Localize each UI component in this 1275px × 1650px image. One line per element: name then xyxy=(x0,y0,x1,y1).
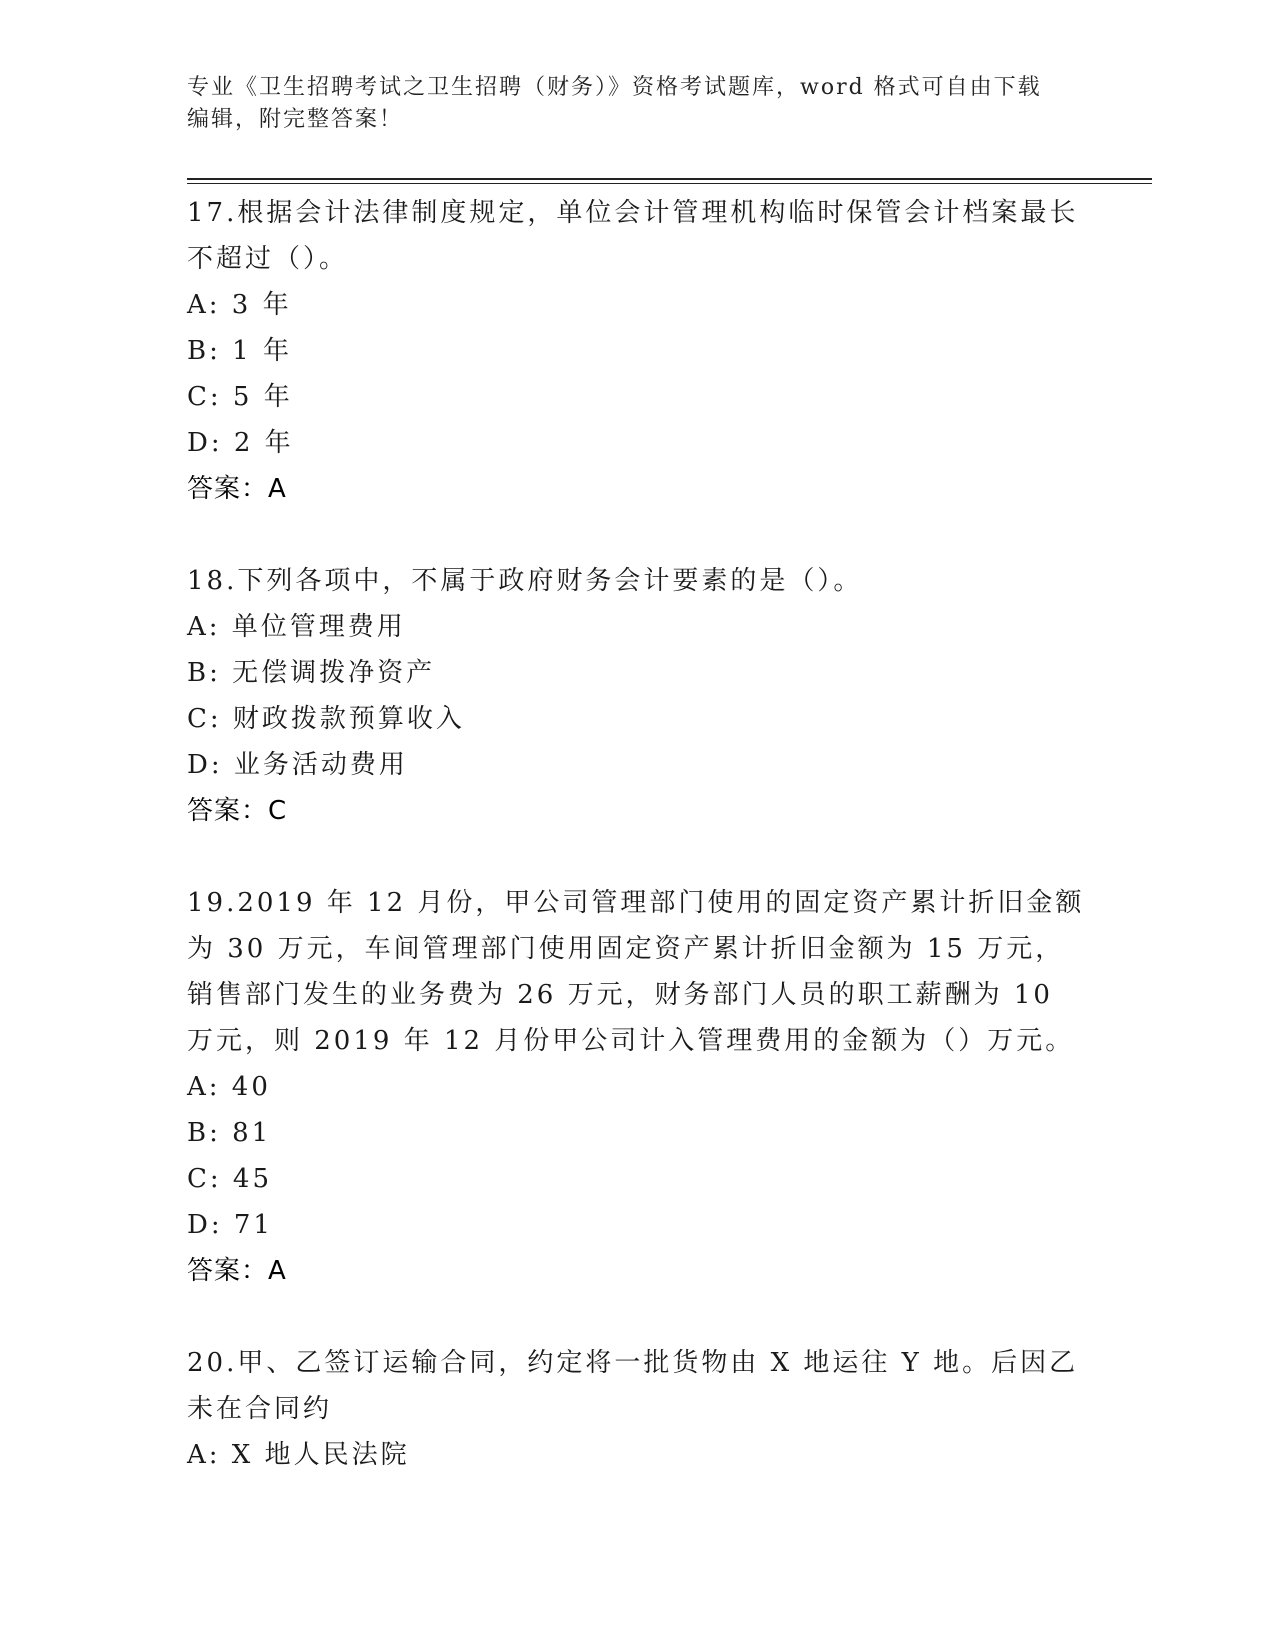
question-stem: 17.根据会计法律制度规定，单位会计管理机构临时保管会计档案最长不超过（）。 xyxy=(187,198,1079,274)
option-b: B: 无偿调拨净资产 xyxy=(187,658,436,688)
question-stem: 19.2019 年 12 月份，甲公司管理部门使用的固定资产累计折旧金额为 30 万元，车间管理部门使用固定资产累计折旧金额为 15 万元，销售部门发生的业务费为 26 万元，财务部门人员的职工薪酬为 10 万元，则 2019 年 12 月份甲公司计入管理费用的金额为（）万元。 xyxy=(187,888,1085,1056)
option-a: A: X 地人民法院 xyxy=(187,1440,410,1470)
option-a: A: 40 xyxy=(187,1072,271,1102)
option-d: D: 业务活动费用 xyxy=(187,750,408,780)
question-18 xyxy=(187,558,1087,834)
question-20 xyxy=(187,1340,1087,1478)
header-divider-thick xyxy=(187,178,1152,180)
header-line-2: 编辑，附完整答案！ xyxy=(187,107,404,132)
option-a: A: 3 年 xyxy=(187,290,292,320)
option-b: B: 1 年 xyxy=(187,336,292,366)
option-c: C: 45 xyxy=(187,1164,273,1194)
option-c: C: 5 年 xyxy=(187,382,293,412)
answer-label: 答案：C xyxy=(187,796,288,826)
answer-label: 答案：A xyxy=(187,1256,287,1286)
question-stem: 18.下列各项中，不属于政府财务会计要素的是（）。 xyxy=(187,566,863,596)
question-stem: 20.甲、乙签订运输合同，约定将一批货物由 X 地运往 Y 地。后因乙未在合同约 xyxy=(187,1348,1079,1424)
header-divider-thin xyxy=(187,183,1152,184)
option-d: D: 2 年 xyxy=(187,428,294,458)
question-17 xyxy=(187,190,1087,512)
option-b: B: 81 xyxy=(187,1118,272,1148)
option-a: A: 单位管理费用 xyxy=(187,612,406,642)
question-19 xyxy=(187,880,1087,1294)
option-c: C: 财政拨款预算收入 xyxy=(187,704,465,734)
document-header xyxy=(187,72,1087,136)
header-line-1: 专业《卫生招聘考试之卫生招聘（财务）》资格考试题库，word 格式可自由下载 xyxy=(187,75,1042,100)
option-d: D: 71 xyxy=(187,1210,273,1240)
question-list xyxy=(187,190,1087,1524)
answer-label: 答案：A xyxy=(187,474,287,504)
